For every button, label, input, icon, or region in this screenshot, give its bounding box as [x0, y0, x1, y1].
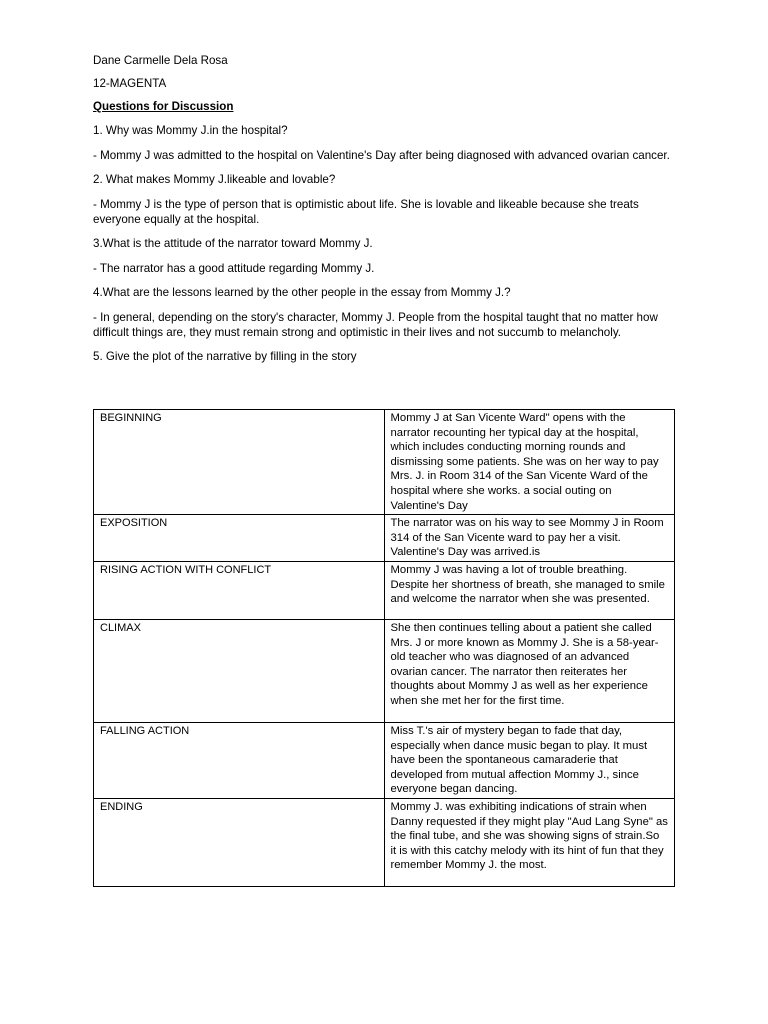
stage-cell: CLIMAX	[94, 619, 385, 722]
description-cell: Mommy J. was exhibiting indications of strain when Danny requested if they might play "Aud Lang Syne" as the final tube, and she was showing signs of strain.So it is with this catchy melody with its hint of fun that they remember Mommy J. the most.	[384, 798, 675, 886]
question-2: 2. What makes Mommy J.likeable and lovable?	[93, 173, 336, 186]
stage-cell: ENDING	[94, 798, 385, 886]
question-5: 5. Give the plot of the narrative by filling in the story	[93, 350, 357, 363]
description-cell: Mommy J at San Vicente Ward" opens with the narrator recounting her typical day at the hospital, which includes conducting morning rounds and dismissing some patients. She was on her way to pay Mrs. J. in Room 314 of the San Vicente Ward of the hospital where she works. a social outing on Valentine's Day	[384, 410, 675, 515]
question-1: 1. Why was Mommy J.in the hospital?	[93, 124, 288, 137]
section-label: 12-MAGENTA	[93, 77, 167, 90]
table-row	[94, 798, 675, 886]
description-cell: The narrator was on his way to see Mommy J in Room 314 of the San Vicente ward to pay her a visit. Valentine's Day was arrived.is	[384, 515, 675, 562]
description-cell: Mommy J was having a lot of trouble breathing. Despite her shortness of breath, she managed to smile and welcome the narrator when she was presented.	[384, 561, 675, 619]
stage-cell: FALLING ACTION	[94, 722, 385, 798]
table-row	[94, 619, 675, 722]
question-4: 4.What are the lessons learned by the other people in the essay from Mommy J.?	[93, 286, 511, 299]
author-name: Dane Carmelle Dela Rosa	[93, 54, 228, 67]
stage-cell: RISING ACTION WITH CONFLICT	[94, 561, 385, 619]
answer-2: - Mommy J is the type of person that is optimistic about life. She is lovable and likeable because she treats everyone equally at the hospital.	[93, 198, 639, 226]
table-row	[94, 515, 675, 562]
stage-cell: BEGINNING	[94, 410, 385, 515]
question-3: 3.What is the attitude of the narrator toward Mommy J.	[93, 237, 373, 250]
document-body	[93, 53, 683, 369]
plot-table	[93, 409, 675, 887]
description-cell: Miss T.'s air of mystery began to fade that day, especially when dance music began to play. It must have been the spontaneous camaraderie that developed from mutual affection Mommy J., since everyone began dancing.	[384, 722, 675, 798]
table-row	[94, 561, 675, 619]
description-cell: She then continues telling about a patient she called Mrs. J or more known as Mommy J. She is a 58-year-old teacher who was diagnosed of an advanced ovarian cancer. The narrator then reiterates her thoughts about Mommy J as well as her experience when she met her for the first time.	[384, 619, 675, 722]
answer-3: - The narrator has a good attitude regarding Mommy J.	[93, 262, 375, 275]
table-row	[94, 410, 675, 515]
table-row	[94, 722, 675, 798]
answer-4: - In general, depending on the story's character, Mommy J. People from the hospital taught that no matter how difficult things are, they must remain strong and optimistic in their lives and not succumb to melancholy.	[93, 311, 658, 339]
answer-1: - Mommy J was admitted to the hospital on Valentine's Day after being diagnosed with advanced ovarian cancer.	[93, 149, 670, 162]
page-heading: Questions for Discussion	[93, 100, 234, 113]
stage-cell: EXPOSITION	[94, 515, 385, 562]
